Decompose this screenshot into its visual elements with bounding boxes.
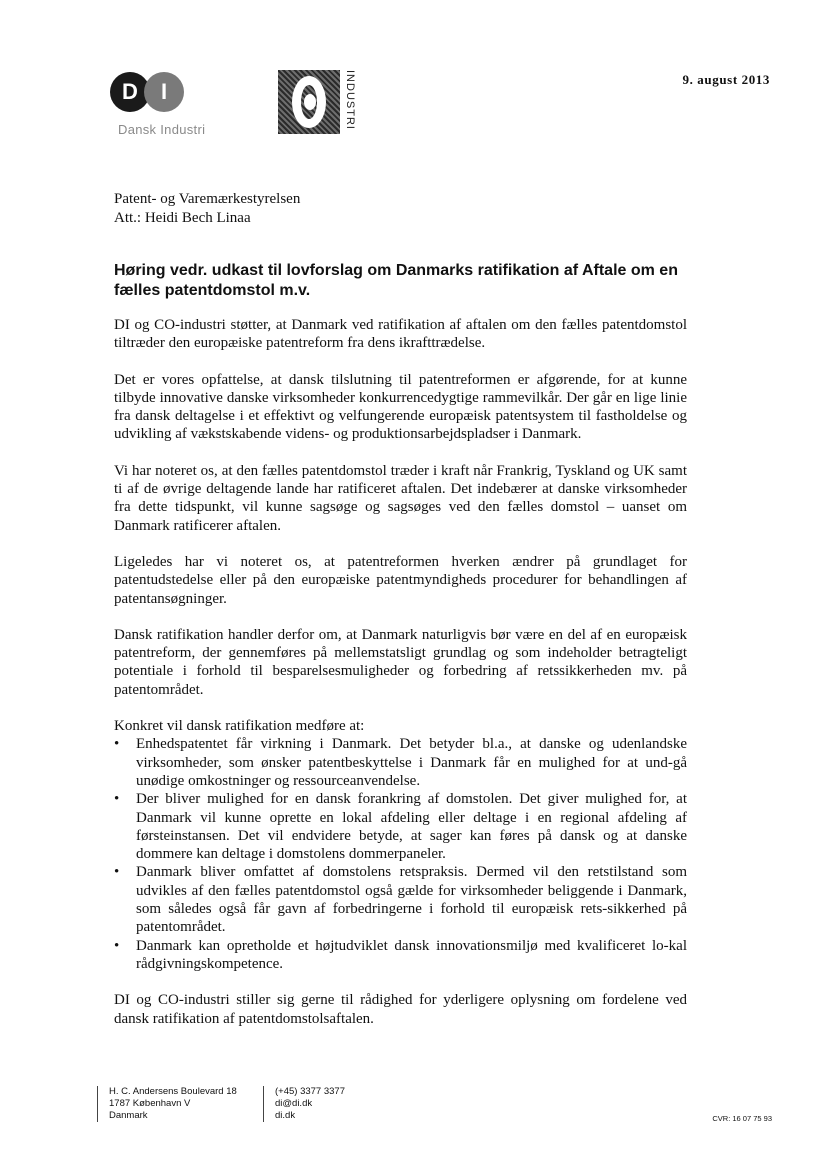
footer-phone: (+45) 3377 3377 (275, 1086, 345, 1097)
letter-body (114, 316, 687, 1046)
di-logo-wordmark: Dansk Industri (118, 122, 206, 137)
list-item-text: Danmark bliver omfattet af domstolens retspraksis. Dermed vil den retstilstand som udvikles af den fælles patentdomstol også gælde for virksomheder beliggende i Danmark, som således også får gavn af forbedringerne i forhold til europæisk rets-sikkerhed på patentområdet. (136, 864, 687, 936)
footer-contact (263, 1086, 345, 1122)
di-logo-mark (108, 72, 218, 112)
paragraph-3: Vi har noteret os, at den fælles patentdomstol træder i kraft når Frankrig, Tyskland og UK samt ti af de øvrige deltagende lande har ratificeret aftalen. Det indebærer at danske virksomheder fra dette tidspunkt, vil kunne sagsøge og sagsøges ved den fælles domstol – uanset om Danmark ratificerer aftalen. (114, 462, 687, 534)
bullet-icon: • (114, 864, 120, 881)
paragraph-1: DI og CO-industri støtter, at Danmark ved ratifikation af aftalen om den fælles patentdomstol tiltræder den europæiske patentreform fra dens ikrafttrædelse. (114, 317, 687, 352)
bullet-icon: • (114, 736, 120, 753)
paragraph-2: Det er vores opfattelse, at dansk tilslutning til patentreformen er afgørende, for at kunne tilbyde innovative danske virksomheder konkurrencedygtige rammevilkår. Der går en lige linie fra dansk deltagelse i et effektivt og velfungerende europæisk patentsystem til fastholdelse og udvikling af vækstskabende videns- og produktionsarbejdspladser i Danmark. (114, 371, 687, 443)
footer-street: H. C. Andersens Boulevard 18 (109, 1086, 237, 1097)
footer-country: Danmark (109, 1110, 148, 1121)
list-item (114, 863, 687, 936)
letter-date: 9. august 2013 (682, 72, 770, 87)
footer-postal: 1787 København V (109, 1098, 191, 1109)
di-logo (108, 72, 218, 140)
bullet-list (114, 735, 687, 973)
footer-address (97, 1086, 237, 1122)
paragraph-5: Dansk ratifikation handler derfor om, at Danmark naturligvis bør være en del af en europæisk patentreform, der gennemføres på mellemstatsligt grundlag og som indeholder betragteligt potentiale i forhold til besparelsesmuligheder og forbedring af retssikkerheden mv. på patentområdet. (114, 626, 687, 698)
di-logo-letter-i: I (144, 72, 184, 112)
letter-heading: Høring vedr. udkast til lovforslag om Danmarks ratifikation af Aftale om en fælles patentdomstol m.v. (114, 262, 678, 299)
list-item-text: Danmark kan opretholde et højtudviklet dansk innovationsmiljø med kvalificeret lo-kal rådgivningskompetence. (136, 937, 687, 972)
footer-cvr: CVR: 16 07 75 93 (712, 1114, 772, 1123)
list-item-text: Der bliver mulighed for en dansk forankring af domstolen. Det giver mulighed for, at Danmark vil kunne oprette en lokal afdeling eller deltage i en regional afdeling af førsteinstansen. Det vil endvidere betyde, at sager kan føres på dansk og at danske dommere kan deltage i domstolens dommerpaneler. (136, 791, 687, 863)
co-logo-mark (278, 70, 340, 134)
list-item (114, 937, 687, 974)
list-item-text: Enhedspatentet får virkning i Danmark. Det betyder bl.a., at danske og udenlandske virksomheder, som ønsker patentbeskyttelse i Danmark får en mulighed for at und-gå unødige omkostninger og ressourceanvendelse. (136, 736, 687, 789)
co-industri-logo (278, 70, 360, 134)
co-logo-dot (304, 94, 316, 110)
list-item (114, 735, 687, 790)
footer-website[interactable]: di.dk (275, 1110, 296, 1121)
co-logo-wordmark (344, 70, 358, 134)
list-item (114, 790, 687, 863)
bullet-icon: • (114, 937, 120, 954)
recipient-attention: Att.: Heidi Bech Linaa (114, 210, 251, 226)
di-logo-letter-d: D (110, 72, 150, 112)
list-intro: Konkret vil dansk ratifikation medføre at: (114, 718, 365, 735)
footer-email[interactable]: di@di.dk (275, 1098, 313, 1109)
paragraph-4: Ligeledes har vi noteret os, at patentreformen hverken ændrer på grundlaget for patentudstedelse eller på den europæiske patentmyndigheds procedurer for behandlingen af patentansøgninger. (114, 553, 687, 607)
recipient-block (114, 190, 300, 228)
recipient-name: Patent- og Varemærkestyrelsen (114, 191, 301, 207)
bullet-icon: • (114, 791, 120, 808)
co-logo-wordmark-text: INDUSTRI (344, 70, 356, 130)
closing-paragraph: DI og CO-industri stiller sig gerne til rådighed for yderligere oplysning om fordelene ved dansk ratifikation af patentdomstolsaftalen. (114, 992, 687, 1027)
